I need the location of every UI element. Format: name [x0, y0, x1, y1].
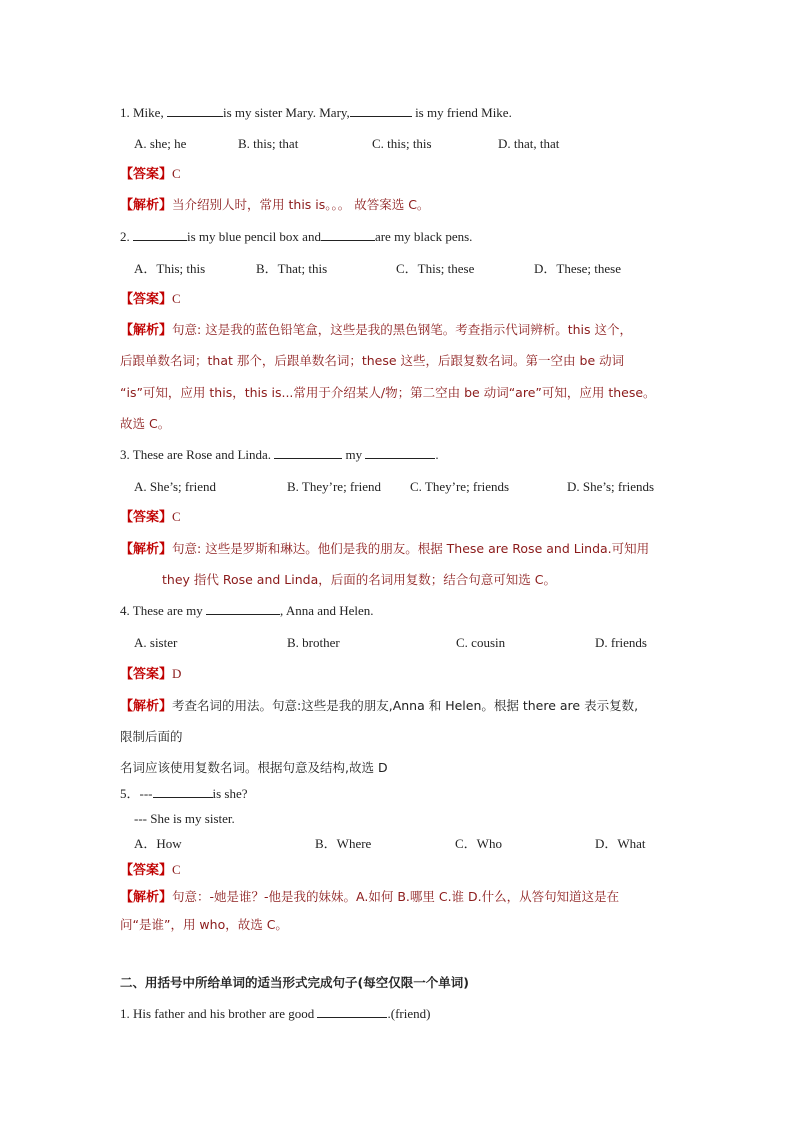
option-d[interactable]: D．What [595, 836, 646, 851]
q2-analysis-line: 后跟单数名词；that 那个，后跟单数名词；these 这些，后跟复数名词。第一空由 be 动词 [120, 353, 625, 368]
blank[interactable] [274, 446, 342, 459]
option-a[interactable]: A. sister [134, 635, 178, 650]
option-b[interactable]: B．That; this [256, 261, 328, 276]
q1-analysis: 【解析】当介绍别人时，常用 this is。。。 故答案选 C。 [120, 197, 430, 213]
option-d[interactable]: D. friends [595, 635, 647, 650]
q4-answer: 【答案】D [120, 666, 182, 682]
blank[interactable] [350, 104, 412, 117]
q2-stem: 2. is my blue pencil box and are my black pens. [120, 229, 473, 244]
q5-reply: --- She is my sister. [134, 811, 235, 826]
q4-stem: 4. These are my , Anna and Helen. [120, 603, 374, 618]
option-a[interactable]: A．How [134, 836, 182, 851]
q3-stem: 3. These are Rose and Linda. my . [120, 447, 439, 462]
option-c[interactable]: C. this; this [372, 136, 432, 151]
q3-analysis-line: they 指代 Rose and Linda，后面的名词用复数；结合句意可知选 C。 [162, 572, 556, 587]
option-a[interactable]: A. she; he [134, 136, 187, 151]
s2-q1-stem: 1. His father and his brother are good .(friend) [120, 1006, 431, 1021]
q4-analysis: 【解析】考查名词的用法。句意:这些是我的朋友,Anna 和 Helen。根据 there are 表示复数, [120, 698, 639, 714]
blank[interactable] [317, 1005, 387, 1018]
blank[interactable] [321, 228, 375, 241]
q4-analysis-line: 限制后面的 [120, 729, 183, 744]
option-c[interactable]: C. They’re; friends [410, 479, 510, 494]
q5-answer: 【答案】C [120, 862, 181, 878]
blank[interactable] [206, 602, 280, 615]
q5-analysis-line: 问“是谁”，用 who，故选 C。 [120, 917, 288, 932]
q2-analysis-line: “is”可知，应用 this，this is...常用于介绍某人/物；第二空由 be 动词“are”可知，应用 these。 [120, 385, 656, 400]
q3-answer: 【答案】C [120, 509, 181, 525]
q2-analysis-line: 故选 C。 [120, 416, 171, 431]
blank[interactable] [167, 104, 223, 117]
q2-answer: 【答案】C [120, 291, 181, 307]
option-d[interactable]: D. She’s; friends [567, 479, 655, 494]
q5-analysis: 【解析】句意：-她是谁？-他是我的妹妹。A.如何 B.哪里 C.谁 D.什么，从答句知道这是在 [120, 889, 620, 905]
q2-analysis: 【解析】句意: 这是我的蓝色铅笔盒，这些是我的黑色钢笔。考查指示代词辨析。this 这个， [120, 322, 632, 338]
option-b[interactable]: B. brother [287, 635, 340, 650]
option-b[interactable]: B. this; that [238, 136, 299, 151]
q4-analysis-line: 名词应该使用复数名词。根据句意及结构,故选 D [120, 760, 388, 775]
q3-analysis: 【解析】句意: 这些是罗斯和琳达。他们是我的朋友。根据 These are Rose and Linda.可知用 [120, 541, 650, 557]
option-b[interactable]: B. They’re; friend [287, 479, 381, 494]
option-a[interactable]: A. She’s; friend [134, 479, 216, 494]
q5-stem: 5．--- is she? [120, 786, 248, 801]
blank[interactable] [365, 446, 435, 459]
q1-answer: 【答案】C [120, 166, 181, 182]
option-a[interactable]: A．This; this [134, 261, 206, 276]
option-c[interactable]: C．This; these [396, 261, 475, 276]
blank[interactable] [133, 228, 187, 241]
option-c[interactable]: C. cousin [456, 635, 506, 650]
section-heading: 二、用括号中所给单词的适当形式完成句子(每空仅限一个单词) [120, 975, 469, 990]
blank[interactable] [153, 785, 213, 798]
q1-stem: 1. Mike, is my sister Mary. Mary, is my friend Mike. [120, 105, 512, 120]
option-b[interactable]: B．Where [315, 836, 372, 851]
option-c[interactable]: C．Who [455, 836, 502, 851]
option-d[interactable]: D．These; these [534, 261, 622, 276]
option-d[interactable]: D. that, that [498, 136, 560, 151]
